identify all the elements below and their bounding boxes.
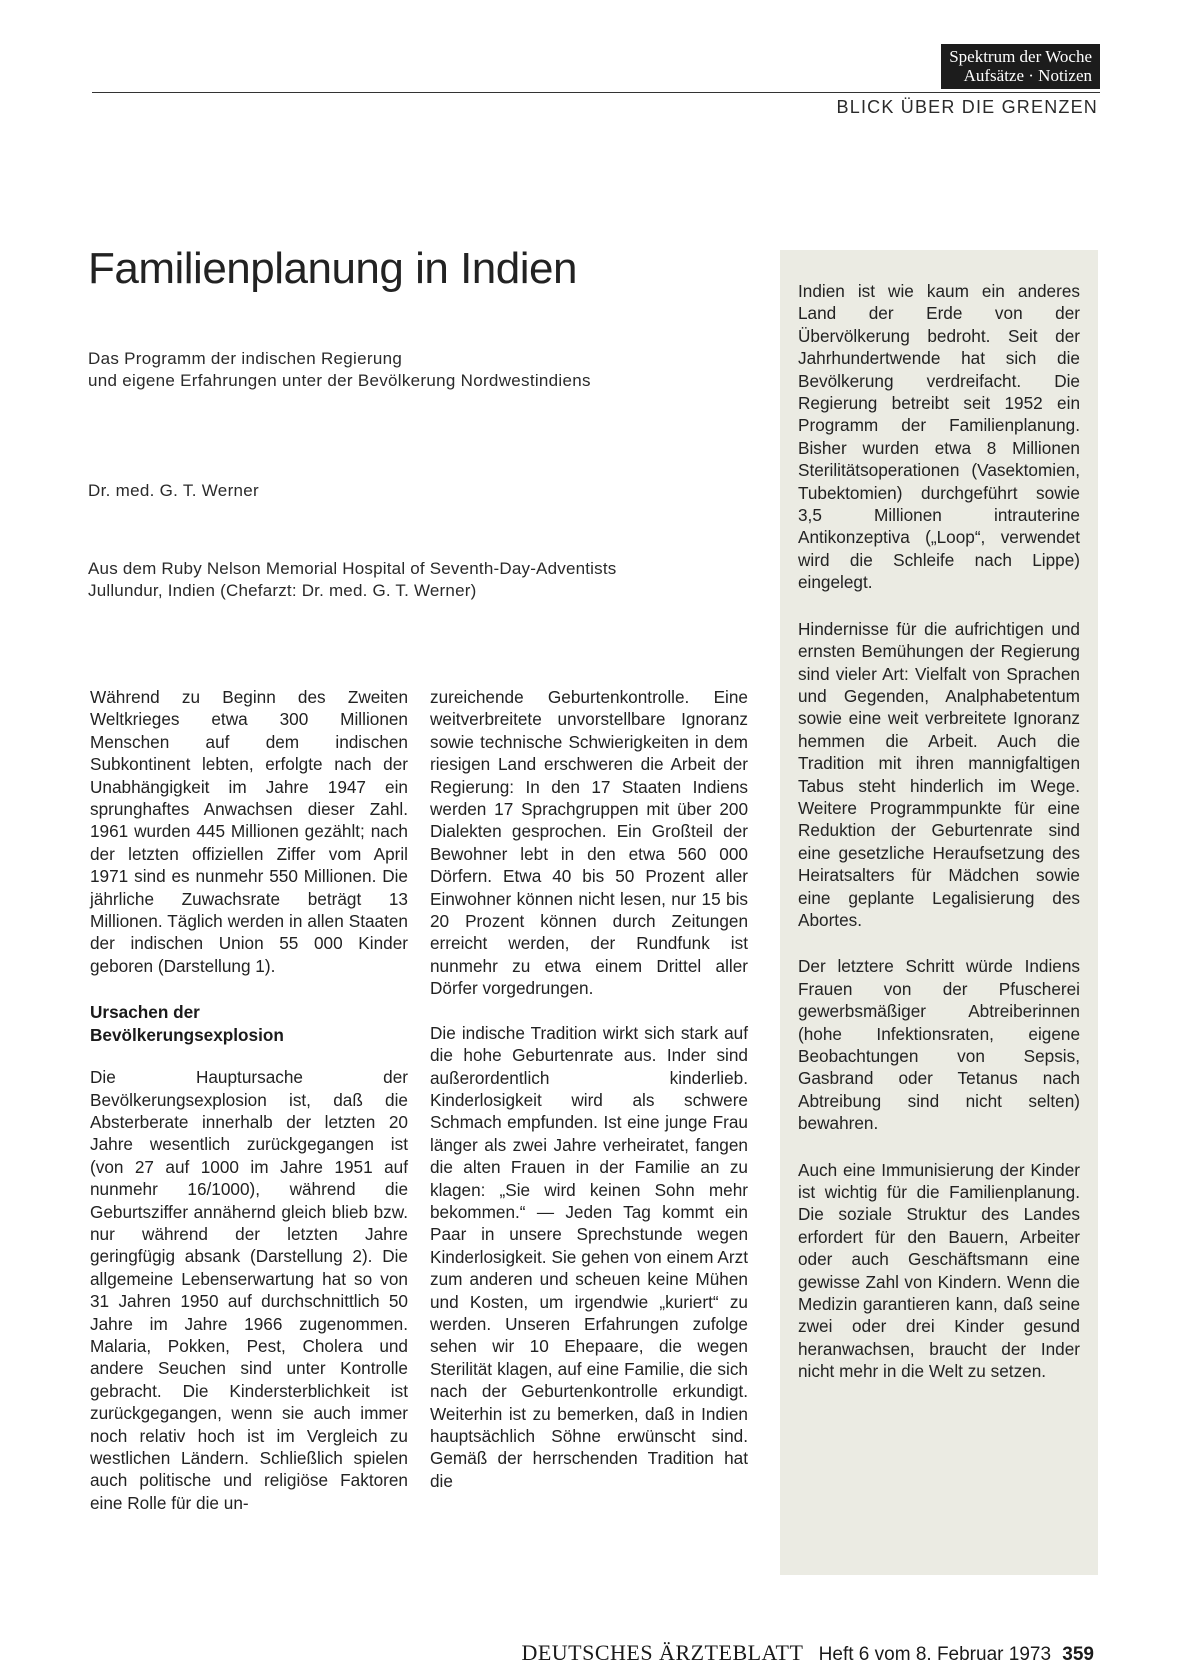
badge-line-1: Spektrum der Woche — [949, 47, 1092, 66]
body-paragraph: Während zu Beginn des Zweiten Weltkrieges etwa 300 Millionen Menschen auf dem indischen Subkontinent lebten, erfolgte nach der Unabhängigkeit im Jahre 1947 ein sprunghaftes Anwachsen dieser Zahl. 1961 wurden 445 Millionen gezählt; nach der letzten offiziellen Ziffer vom April 1971 sind es nunmehr 550 Millionen. Die jährliche Zuwachsrate beträgt 13 Millionen. Täglich werden in allen Staaten der indischen Union 55 000 Kinder geboren (Darstellung 1). — [90, 687, 408, 976]
summary-paragraph: Auch eine Immunisierung der Kinder ist wichtig für die Familienplanung. Die soziale Struktur des Landes erfordert für den Bauern, Arbeiter oder auch Geschäftsmann eine gewisse Zahl von Kindern. Wenn die Medizin garantieren kann, daß seine zwei oder drei Kinder gesund heranwachsen, braucht der Inder nicht mehr in die Welt zu setzen. — [798, 1159, 1080, 1382]
article-subtitle — [88, 348, 591, 392]
summary-text — [798, 280, 1080, 1407]
issue-info: Heft 6 vom 8. Februar 1973 — [818, 1644, 1052, 1665]
section-heading-line-1: Ursachen der — [90, 1002, 200, 1023]
body-column-1 — [90, 686, 408, 1514]
article-affiliation — [88, 558, 617, 602]
journal-name: DEUTSCHES ÄRZTEBLATT — [521, 1640, 804, 1665]
page-number: 359 — [1062, 1644, 1094, 1665]
section-heading-line-2: Bevölkerungsexplosion — [90, 1024, 284, 1045]
summary-paragraph: Der letztere Schritt würde Indiens Frauen von der Pfuscherei gewerbsmäßiger Abtreiberinnen (hohe Infektionsraten, eigene Beobachtungen von Sepsis, Gasbrand oder Tetanus nach Abtreibung sind nicht selten) bewahren. — [798, 956, 1080, 1134]
page-footer — [521, 1640, 1094, 1666]
badge-line-2: Aufsätze · Notizen — [963, 66, 1092, 85]
body-paragraph: zureichende Geburtenkontrolle. Eine weitverbreitete unvorstellbare Ignoranz sowie technische Schwierigkeiten in dem riesigen Land erschweren die Arbeit der Regierung: In den 17 Staaten Indiens werden 17 Sprachgruppen mit über 200 Dialekten gesprochen. Ein Großteil der Bewohner lebt in den etwa 560 000 Dörfern. Etwa 40 bis 50 Prozent aller Einwohner können nicht lesen, nur 15 bis 20 Prozent können durch Zeitungen erreicht werden, der Rundfunk ist nunmehr zu etwa einem Drittel aller Dörfer vorgedrungen. — [430, 687, 748, 999]
article-title: Familienplanung in Indien — [88, 244, 577, 293]
summary-paragraph: Indien ist wie kaum ein anderes Land der Erde von der Übervölkerung bedroht. Seit der Jahrhundertwende hat sich die Bevölkerung verdreifacht. Die Regierung betreibt seit 1952 ein Programm der Familienplanung. Bisher wurden etwa 8 Millionen Sterilitätsoperationen (Vasektomien, Tubektomien) durchgeführt sowie 3,5 Millionen intrauterine Antikonzeptiva („Loop“, verwendet wird die Schleife nach Lippe) eingelegt. — [798, 281, 1080, 593]
section-tag: BLICK ÜBER DIE GRENZEN — [836, 97, 1098, 117]
header-rule — [92, 92, 1100, 93]
section-heading — [90, 1001, 408, 1046]
article-author: Dr. med. G. T. Werner — [88, 481, 259, 500]
section-badge — [941, 44, 1100, 89]
subtitle-line-1: Das Programm der indischen Regierung — [88, 349, 403, 368]
body-column-2 — [430, 686, 748, 1492]
body-paragraph: Die Hauptursache der Bevölkerungsexplosion ist, daß die Absterberate innerhalb der letzten 20 Jahre wesentlich zurückgegangen ist (von 27 auf 1000 im Jahre 1951 auf nunmehr 16/1000), während die Geburtsziffer annähernd gleich blieb bzw. nur während der letzten Jahre geringfügig absank (Darstellung 2). Die allgemeine Lebenserwartung hat so von 31 Jahren 1950 auf durchschnittlich 50 Jahre im Jahre 1966 zugenommen. Malaria, Pokken, Pest, Cholera und andere Seuchen sind unter Kontrolle gebracht. Die Kindersterblichkeit ist zurückgegangen, wenn sie auch immer noch relativ hoch ist im Vergleich zu westlichen Ländern. Schließlich spielen auch politische und religiöse Faktoren eine Rolle für die un- — [90, 1067, 408, 1513]
subtitle-line-2: und eigene Erfahrungen unter der Bevölkerung Nordwestindiens — [88, 371, 591, 390]
body-paragraph: Die indische Tradition wirkt sich stark auf die hohe Geburtenrate aus. Inder sind außerordentlich kinderlieb. Kinderlosigkeit wird als schwere Schmach empfunden. Ist eine junge Frau länger als zwei Jahre verheiratet, fangen die alten Frauen in der Familie an zu klagen: „Sie wird keinen Sohn mehr bekommen.“ — Jeden Tag kommt ein Paar in unsere Sprechstunde wegen Kinderlosigkeit. Sie gehen von einem Arzt zum anderen und scheuen keine Mühen und Kosten, um irgendwie „kuriert“ zu werden. Unseren Erfahrungen zufolge sehen wir 10 Ehepaare, die wegen Sterilität klagen, auf eine Familie, die sich nach der Geburtenkontrolle erkundigt. Weiterhin ist zu bemerken, daß in Indien hauptsächlich Söhne erwünscht sind. Gemäß der herrschenden Tradition hat die — [430, 1022, 748, 1491]
affiliation-line-1: Aus dem Ruby Nelson Memorial Hospital of Seventh-Day-Adventists — [88, 559, 617, 578]
summary-paragraph: Hindernisse für die aufrichtigen und ernsten Bemühungen der Regierung sind vieler Art: Vielfalt von Sprachen und Gegenden, Analphabetentum sowie eine weit verbreitete Ignoranz hemmen die Arbeit. Auch die Tradition mit ihren mannigfaltigen Tabus steht hinderlich im Wege. Weitere Programmpunkte für eine Reduktion der Geburtenrate sind eine gesetzliche Heraufsetzung des Heiratsalters für Mädchen sowie eine geplante Legalisierung des Abortes. — [798, 618, 1080, 930]
affiliation-line-2: Jullundur, Indien (Chefarzt: Dr. med. G. T. Werner) — [88, 581, 477, 600]
